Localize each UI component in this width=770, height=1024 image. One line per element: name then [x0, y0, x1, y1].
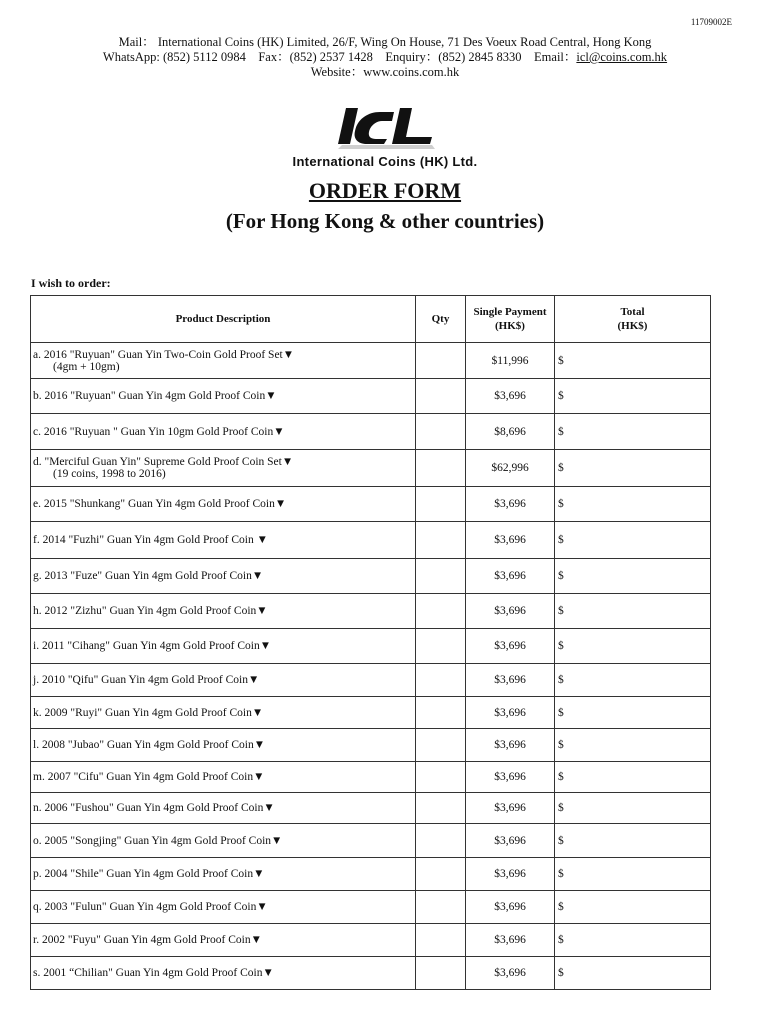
single-payment-cell: $3,696 — [466, 697, 555, 729]
total-cell[interactable]: $ — [555, 824, 711, 858]
qty-cell[interactable] — [416, 957, 466, 990]
table-row — [31, 379, 711, 414]
whatsapp-number: WhatsApp: (852) 5112 0984 — [102, 50, 246, 64]
single-payment-cell: $3,696 — [466, 762, 555, 793]
total-cell[interactable]: $ — [555, 414, 711, 450]
product-name: c. 2016 "Ruyuan " Guan Yin 10gm Gold Proof Coin▼ — [33, 425, 285, 438]
single-payment-cell: $3,696 — [466, 629, 555, 664]
product-name: l. 2008 "Jubao" Guan Yin 4gm Gold Proof Coin▼ — [33, 739, 266, 751]
product-description — [31, 697, 416, 729]
page-subtitle: (For Hong Kong & other countries) — [225, 209, 545, 233]
product-description — [31, 629, 416, 664]
product-name: f. 2014 "Fuzhi" Guan Yin 4gm Gold Proof Coin ▼ — [33, 534, 269, 546]
qty-cell[interactable] — [416, 697, 466, 729]
single-payment-cell: $3,696 — [466, 891, 555, 924]
table-row — [31, 924, 711, 957]
product-description — [31, 414, 416, 450]
total-cell[interactable]: $ — [555, 924, 711, 957]
table-row — [31, 729, 711, 762]
product-description — [31, 957, 416, 990]
fax-number: Fax：(852) 2537 1428 — [258, 50, 373, 64]
total-cell[interactable]: $ — [555, 697, 711, 729]
product-description — [31, 559, 416, 594]
qty-cell[interactable] — [416, 487, 466, 522]
single-payment-cell: $3,696 — [466, 522, 555, 559]
total-cell[interactable]: $ — [555, 522, 711, 559]
header-qty: Qty — [416, 296, 466, 343]
qty-cell[interactable] — [416, 559, 466, 594]
product-description — [31, 858, 416, 891]
table-row — [31, 559, 711, 594]
table-row — [31, 450, 711, 487]
product-name: a. 2016 "Ruyuan" Guan Yin Two-Coin Gold Proof Set▼ — [33, 348, 295, 361]
qty-cell[interactable] — [416, 729, 466, 762]
product-description — [31, 824, 416, 858]
single-payment-cell: $3,696 — [466, 379, 555, 414]
product-description — [31, 924, 416, 957]
product-name: s. 2001 “Chilian" Guan Yin 4gm Gold Proof Coin▼ — [33, 967, 274, 979]
mail-address: International Coins (HK) Limited, 26/F, Wing On House, 71 Des Voeux Road Central, Hong Kong — [157, 35, 652, 49]
product-subtitle: (19 coins, 1998 to 2016) — [53, 468, 166, 480]
mail-label: Mail： — [118, 35, 155, 49]
total-cell[interactable]: $ — [555, 957, 711, 990]
table-row — [31, 824, 711, 858]
product-description — [31, 343, 416, 379]
product-name: p. 2004 "Shile" Guan Yin 4gm Gold Proof Coin▼ — [33, 868, 265, 880]
product-name: j. 2010 "Qifu" Guan Yin 4gm Gold Proof Coin▼ — [33, 674, 260, 686]
table-header-row — [31, 296, 711, 343]
qty-cell[interactable] — [416, 379, 466, 414]
product-description — [31, 450, 416, 487]
product-description — [31, 729, 416, 762]
single-payment-cell: $3,696 — [466, 957, 555, 990]
product-name: d. "Merciful Guan Yin" Supreme Gold Proof Coin Set▼ — [33, 456, 294, 468]
total-cell[interactable]: $ — [555, 629, 711, 664]
header-product: Product Description — [31, 296, 416, 343]
table-row — [31, 793, 711, 824]
total-cell[interactable]: $ — [555, 762, 711, 793]
table-row — [31, 697, 711, 729]
table-row — [31, 629, 711, 664]
single-payment-cell: $3,696 — [466, 729, 555, 762]
product-name: q. 2003 "Fulun" Guan Yin 4gm Gold Proof Coin▼ — [33, 901, 268, 913]
website-line: Website：www.coins.com.hk — [310, 65, 460, 79]
table-row — [31, 522, 711, 559]
table-row — [31, 891, 711, 924]
qty-cell[interactable] — [416, 924, 466, 957]
total-cell[interactable]: $ — [555, 559, 711, 594]
product-name: m. 2007 "Cifu" Guan Yin 4gm Gold Proof Coin▼ — [33, 771, 265, 783]
product-description — [31, 891, 416, 924]
single-payment-cell: $62,996 — [466, 450, 555, 487]
page-title: ORDER FORM — [308, 178, 462, 203]
email-label: Email： — [534, 50, 577, 64]
document-number: 11709002E — [690, 17, 732, 27]
qty-cell[interactable] — [416, 762, 466, 793]
contact-block — [0, 35, 770, 80]
single-payment-cell: $11,996 — [466, 343, 555, 379]
single-payment-cell: $8,696 — [466, 414, 555, 450]
qty-cell[interactable] — [416, 793, 466, 824]
email-link[interactable]: icl@coins.com.hk — [576, 50, 668, 64]
table-row — [31, 664, 711, 697]
single-payment-cell: $3,696 — [466, 487, 555, 522]
total-cell[interactable]: $ — [555, 891, 711, 924]
qty-cell[interactable] — [416, 343, 466, 379]
qty-cell[interactable] — [416, 891, 466, 924]
table-row — [31, 487, 711, 522]
product-name: k. 2009 "Ruyi" Guan Yin 4gm Gold Proof Coin▼ — [33, 706, 264, 719]
qty-cell[interactable] — [416, 629, 466, 664]
product-name: e. 2015 "Shunkang" Guan Yin 4gm Gold Proof Coin▼ — [33, 498, 287, 510]
total-cell[interactable]: $ — [555, 729, 711, 762]
total-cell[interactable]: $ — [555, 487, 711, 522]
total-cell[interactable]: $ — [555, 858, 711, 891]
table-row — [31, 762, 711, 793]
product-name: n. 2006 "Fushou" Guan Yin 4gm Gold Proof Coin▼ — [33, 802, 275, 814]
single-payment-cell: $3,696 — [466, 559, 555, 594]
product-name: b. 2016 "Ruyuan" Guan Yin 4gm Gold Proof Coin▼ — [33, 390, 277, 402]
total-cell[interactable]: $ — [555, 343, 711, 379]
product-description — [31, 594, 416, 629]
product-name: o. 2005 "Songjing" Guan Yin 4gm Gold Proof Coin▼ — [33, 834, 283, 847]
company-name: International Coins (HK) Ltd. — [292, 154, 478, 169]
table-row — [31, 957, 711, 990]
total-cell[interactable]: $ — [555, 379, 711, 414]
qty-cell[interactable] — [416, 414, 466, 450]
intro-text: I wish to order: — [31, 276, 111, 290]
single-payment-cell: $3,696 — [466, 824, 555, 858]
header-single-payment: Single Payment (HK$) — [466, 296, 555, 343]
product-description — [31, 487, 416, 522]
product-description — [31, 379, 416, 414]
single-payment-cell: $3,696 — [466, 858, 555, 891]
qty-cell[interactable] — [416, 522, 466, 559]
icl-logo-icon — [270, 104, 500, 154]
mail-line — [0, 35, 770, 50]
single-payment-cell: $3,696 — [466, 924, 555, 957]
table-row — [31, 858, 711, 891]
qty-cell[interactable] — [416, 594, 466, 629]
qty-cell[interactable] — [416, 824, 466, 858]
total-cell[interactable]: $ — [555, 664, 711, 697]
table-row — [31, 594, 711, 629]
qty-cell[interactable] — [416, 664, 466, 697]
total-cell[interactable]: $ — [555, 450, 711, 487]
company-logo — [270, 104, 500, 172]
qty-cell[interactable] — [416, 450, 466, 487]
product-description — [31, 793, 416, 824]
product-name: h. 2012 "Zizhu" Guan Yin 4gm Gold Proof Coin▼ — [33, 605, 268, 617]
product-name: i. 2011 "Cihang" Guan Yin 4gm Gold Proof Coin▼ — [33, 640, 272, 652]
qty-cell[interactable] — [416, 858, 466, 891]
product-name: g. 2013 "Fuze" Guan Yin 4gm Gold Proof Coin▼ — [33, 570, 264, 582]
single-payment-cell: $3,696 — [466, 793, 555, 824]
header-total: Total (HK$) — [555, 296, 711, 343]
total-cell[interactable]: $ — [555, 793, 711, 824]
single-payment-cell: $3,696 — [466, 594, 555, 629]
table-row — [31, 414, 711, 450]
order-table — [30, 295, 711, 990]
enquiry-number: Enquiry：(852) 2845 8330 — [385, 50, 522, 64]
single-payment-cell: $3,696 — [466, 664, 555, 697]
product-description — [31, 664, 416, 697]
total-cell[interactable]: $ — [555, 594, 711, 629]
table-row — [31, 343, 711, 379]
product-description — [31, 762, 416, 793]
product-name: r. 2002 "Fuyu" Guan Yin 4gm Gold Proof Coin▼ — [33, 934, 262, 946]
product-description — [31, 522, 416, 559]
product-subtitle: (4gm + 10gm) — [53, 360, 120, 373]
phone-line — [0, 50, 770, 65]
